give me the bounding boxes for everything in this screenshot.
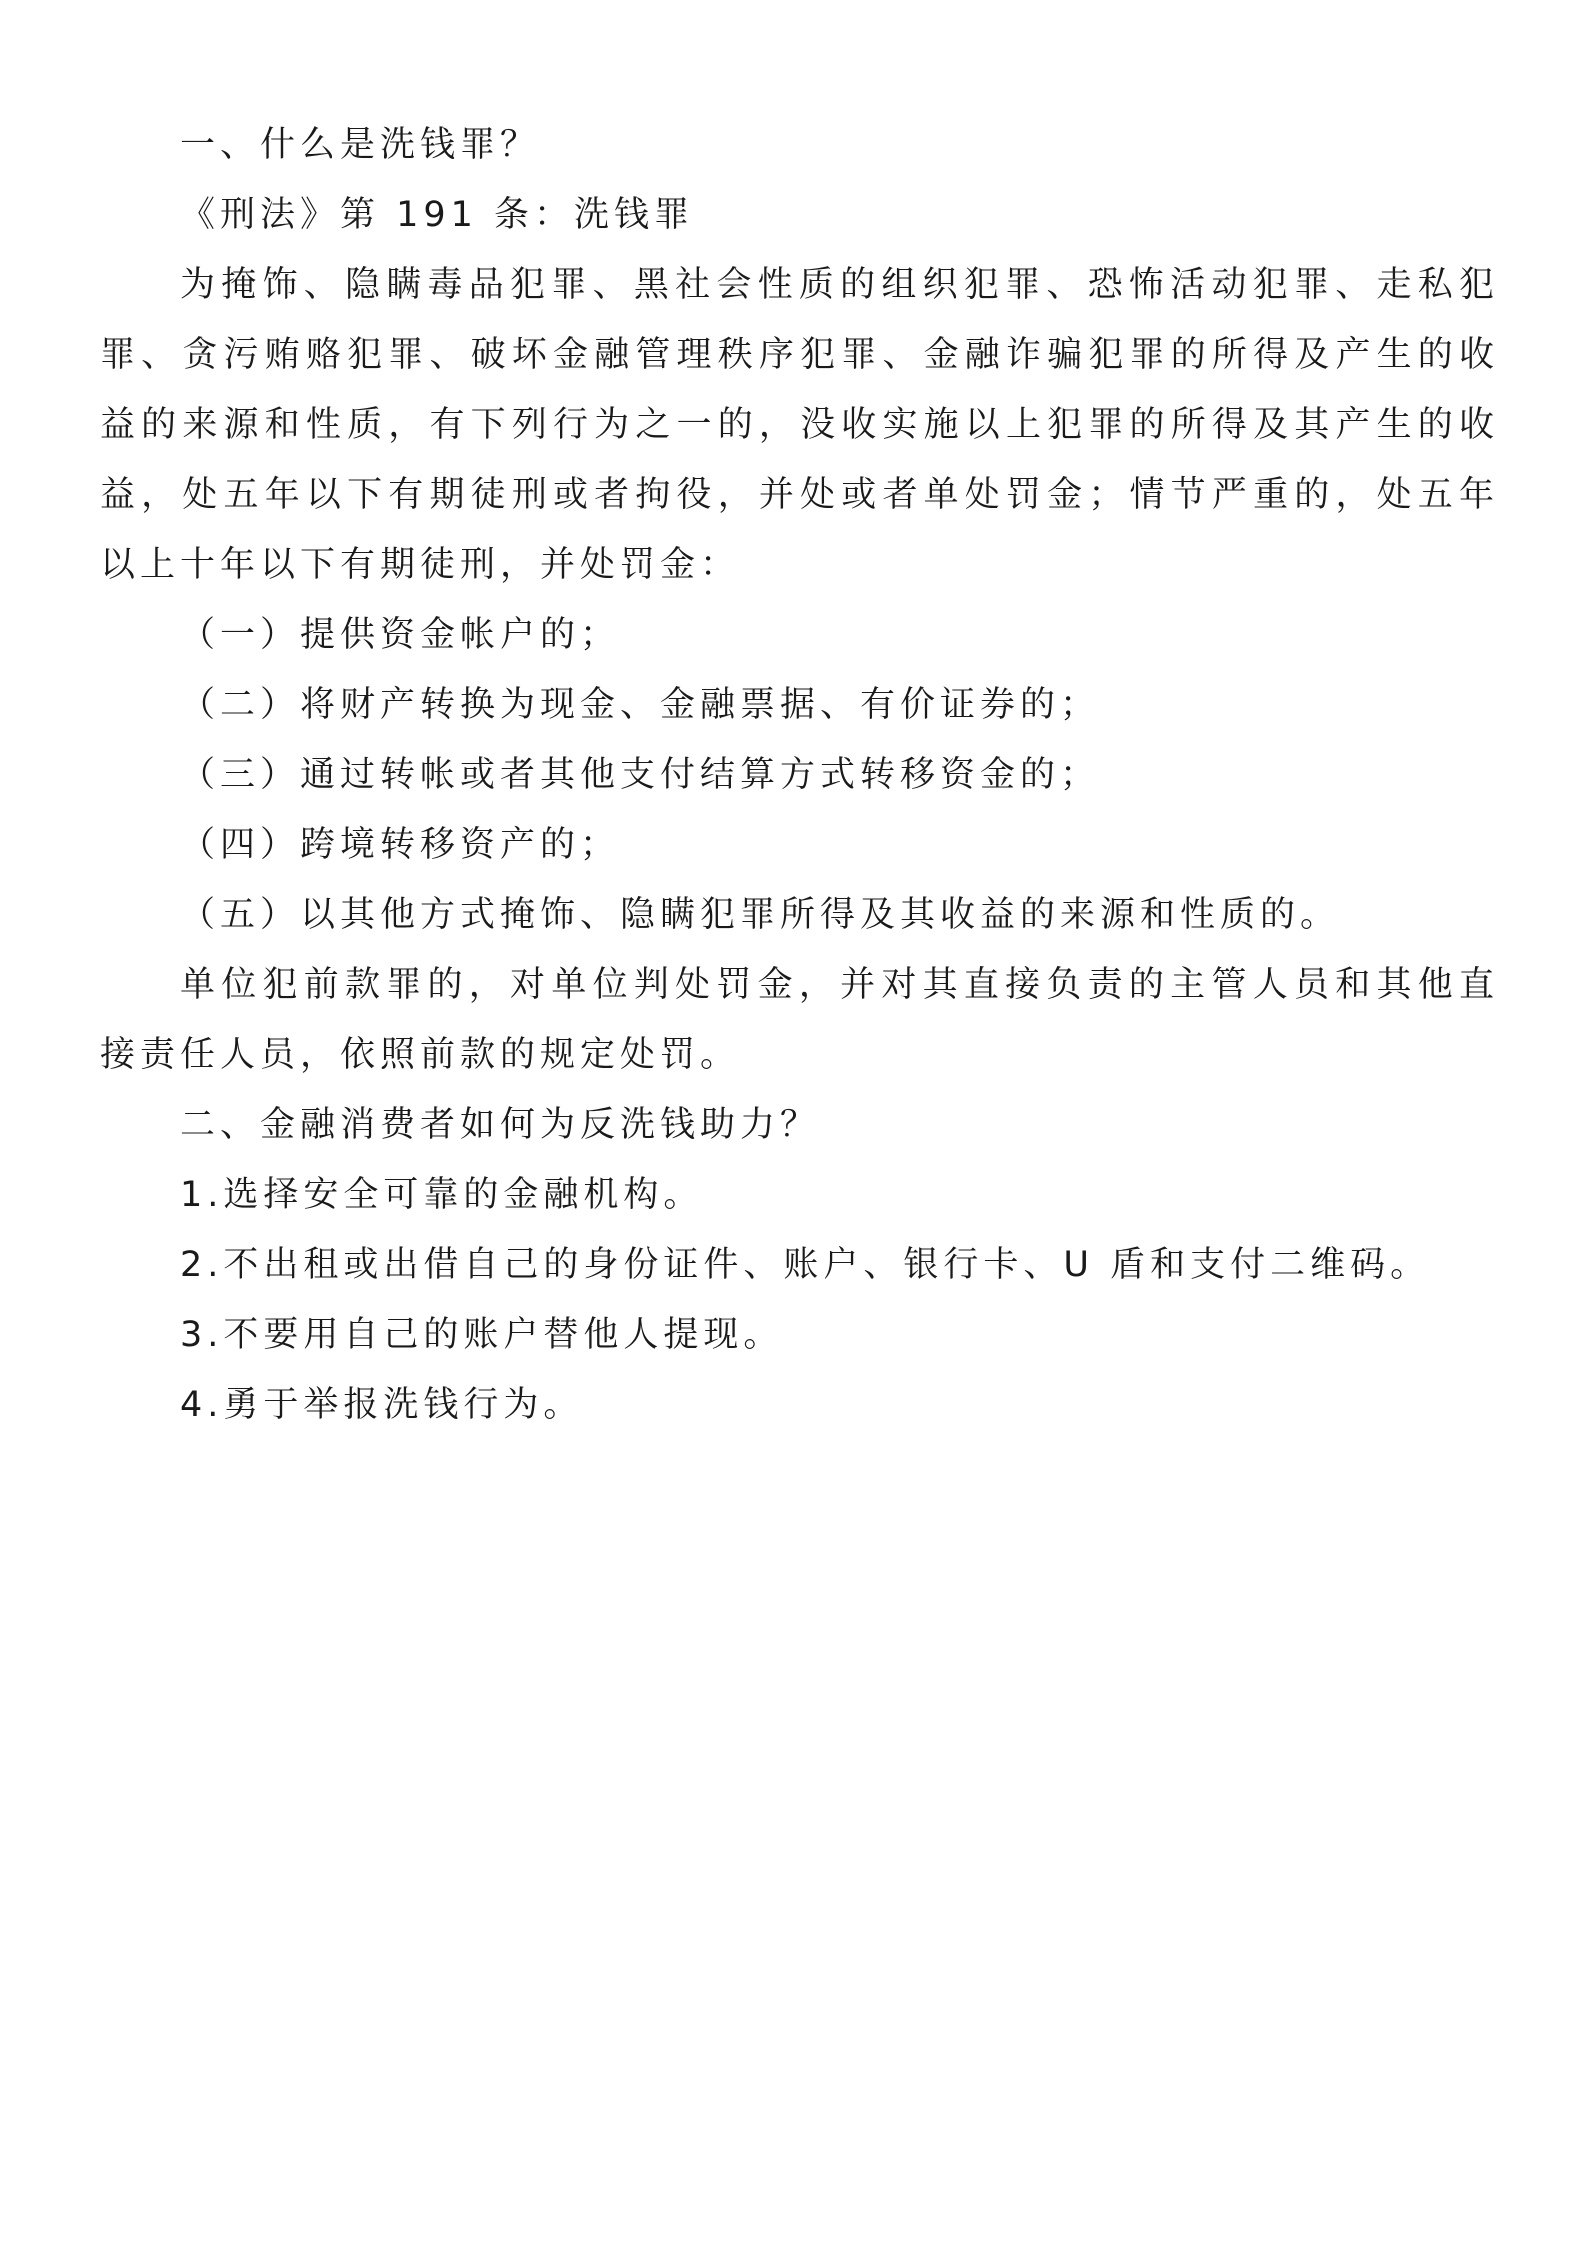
tip-item: 3.不要用自己的账户替他人提现。 xyxy=(180,1315,784,1355)
section1-heading: 一、什么是洗钱罪？ xyxy=(180,125,541,165)
tip-item: 2.不出租或出借自己的身份证件、账户、银行卡、U 盾和支付二维码。 xyxy=(180,1245,1431,1285)
list-item: （二）将财产转换为现金、金融票据、有价证券的； xyxy=(180,685,1101,725)
list-item: （五）以其他方式掩饰、隐瞒犯罪所得及其收益的来源和性质的。 xyxy=(180,895,1341,935)
law-title: 《刑法》第 191 条：洗钱罪 xyxy=(180,195,695,235)
tip-item: 4.勇于举报洗钱行为。 xyxy=(180,1385,584,1425)
list-item: （四）跨境转移资产的； xyxy=(180,825,621,865)
list-item: （一）提供资金帐户的； xyxy=(180,615,621,655)
law-body: 为掩饰、隐瞒毒品犯罪、黑社会性质的组织犯罪、恐怖活动犯罪、走私犯罪、贪污贿赂犯罪、破坏金融管理秩序犯罪、金融诈骗犯罪的所得及产生的收益的来源和性质，有下列行为之一的，没收实施以上犯罪的所得及其产生的收益，处五年以下有期徒刑或者拘役，并处或者单处罚金；情节严重的，处五年以上十年以下有期徒刑，并处罚金： xyxy=(100,265,1499,585)
tip-item: 1.选择安全可靠的金融机构。 xyxy=(180,1175,704,1215)
list-item: （三）通过转帐或者其他支付结算方式转移资金的； xyxy=(180,755,1101,795)
unit-clause: 单位犯前款罪的，对单位判处罚金，并对其直接负责的主管人员和其他直接责任人员，依照前款的规定处罚。 xyxy=(100,965,1499,1075)
section2-heading: 二、金融消费者如何为反洗钱助力？ xyxy=(180,1105,821,1145)
